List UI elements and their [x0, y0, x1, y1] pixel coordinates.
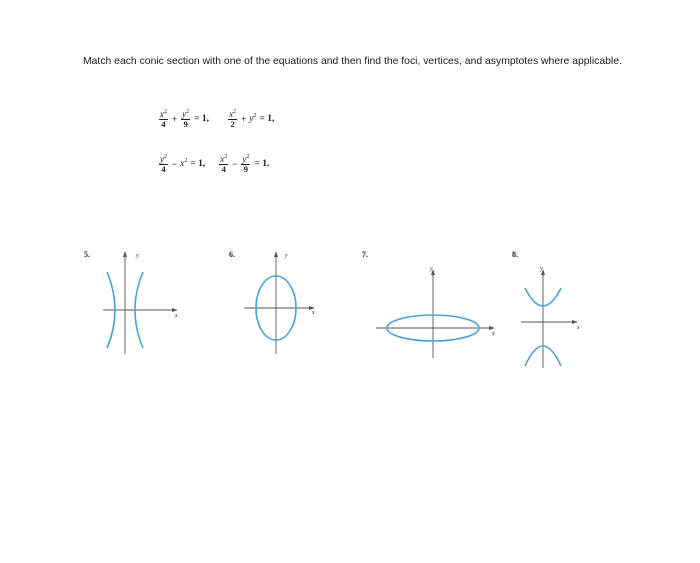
- fraction: [159, 153, 168, 174]
- term-variable: x: [180, 159, 185, 169]
- right-hand-side: = 1,: [259, 113, 275, 124]
- numerator: y: [182, 109, 187, 119]
- problem-prompt: Match each conic section with one of the equations and then find the foci, vertices, and asymptotes where applicable.: [83, 56, 622, 67]
- graph-number-7: 7.: [362, 250, 368, 259]
- term-variable: y: [249, 114, 254, 124]
- numerator: x: [220, 154, 225, 164]
- numerator: x: [160, 109, 164, 119]
- equation-1: [158, 108, 209, 129]
- graph-8-hyperbola: [515, 262, 585, 372]
- x-axis-arrow: [489, 326, 495, 330]
- exponent: 2: [186, 109, 190, 115]
- numerator: y: [160, 154, 164, 164]
- equation-2: [227, 108, 274, 129]
- exponent: 2: [224, 154, 228, 160]
- x-axis-arrow: [572, 320, 578, 324]
- numerator: x: [229, 109, 234, 119]
- denominator: 4: [161, 164, 166, 174]
- exponent: 2: [246, 154, 250, 160]
- y-axis-label: y: [136, 253, 139, 259]
- right-hand-side: = 1.: [254, 158, 270, 169]
- equation-3: [158, 153, 205, 174]
- graph-number-6: 6.: [229, 250, 235, 259]
- equation-row-2: [158, 153, 269, 174]
- fraction: [181, 108, 190, 129]
- x-axis-arrow: [172, 308, 178, 312]
- graph-number-5: 5.: [84, 250, 90, 259]
- exponent: 2: [164, 154, 167, 160]
- graph-number-8: 8.: [512, 250, 518, 259]
- equation-4: [218, 153, 269, 174]
- denominator: 2: [230, 119, 235, 129]
- graph-7-ellipse: [372, 262, 502, 362]
- denominator: 9: [243, 164, 249, 174]
- graph-6-ellipse: [238, 248, 328, 358]
- y-axis-label: y: [430, 266, 433, 272]
- fraction: [228, 108, 237, 129]
- fraction: [241, 153, 250, 174]
- denominator: 4: [161, 119, 166, 129]
- y-axis-label: y: [540, 266, 543, 272]
- y-axis-arrow: [274, 251, 278, 257]
- right-hand-side: = 1,: [194, 113, 210, 124]
- y-axis-label: y: [285, 253, 288, 259]
- y-axis-arrow: [123, 251, 127, 257]
- exponent: 2: [233, 109, 237, 115]
- equation-row-1: [158, 108, 274, 129]
- fraction: [159, 108, 168, 129]
- denominator: 4: [221, 164, 226, 174]
- operator: +: [172, 113, 178, 124]
- exponent: 2: [253, 113, 257, 119]
- operator: −: [172, 158, 178, 169]
- operator: +: [241, 113, 247, 124]
- right-hand-side: = 1,: [190, 158, 206, 169]
- graph-5-hyperbola: [95, 248, 185, 358]
- denominator: 9: [183, 119, 188, 129]
- numerator: y: [242, 154, 247, 164]
- term: [180, 158, 187, 169]
- x-axis-label: x: [577, 325, 580, 331]
- exponent: 2: [184, 158, 188, 164]
- term: [249, 113, 256, 124]
- x-axis-label: x: [175, 313, 178, 319]
- fraction: [219, 153, 228, 174]
- exponent: 2: [164, 109, 167, 115]
- x-axis-label: x: [492, 331, 495, 337]
- operator: −: [232, 158, 238, 169]
- x-axis-label: x: [312, 310, 315, 316]
